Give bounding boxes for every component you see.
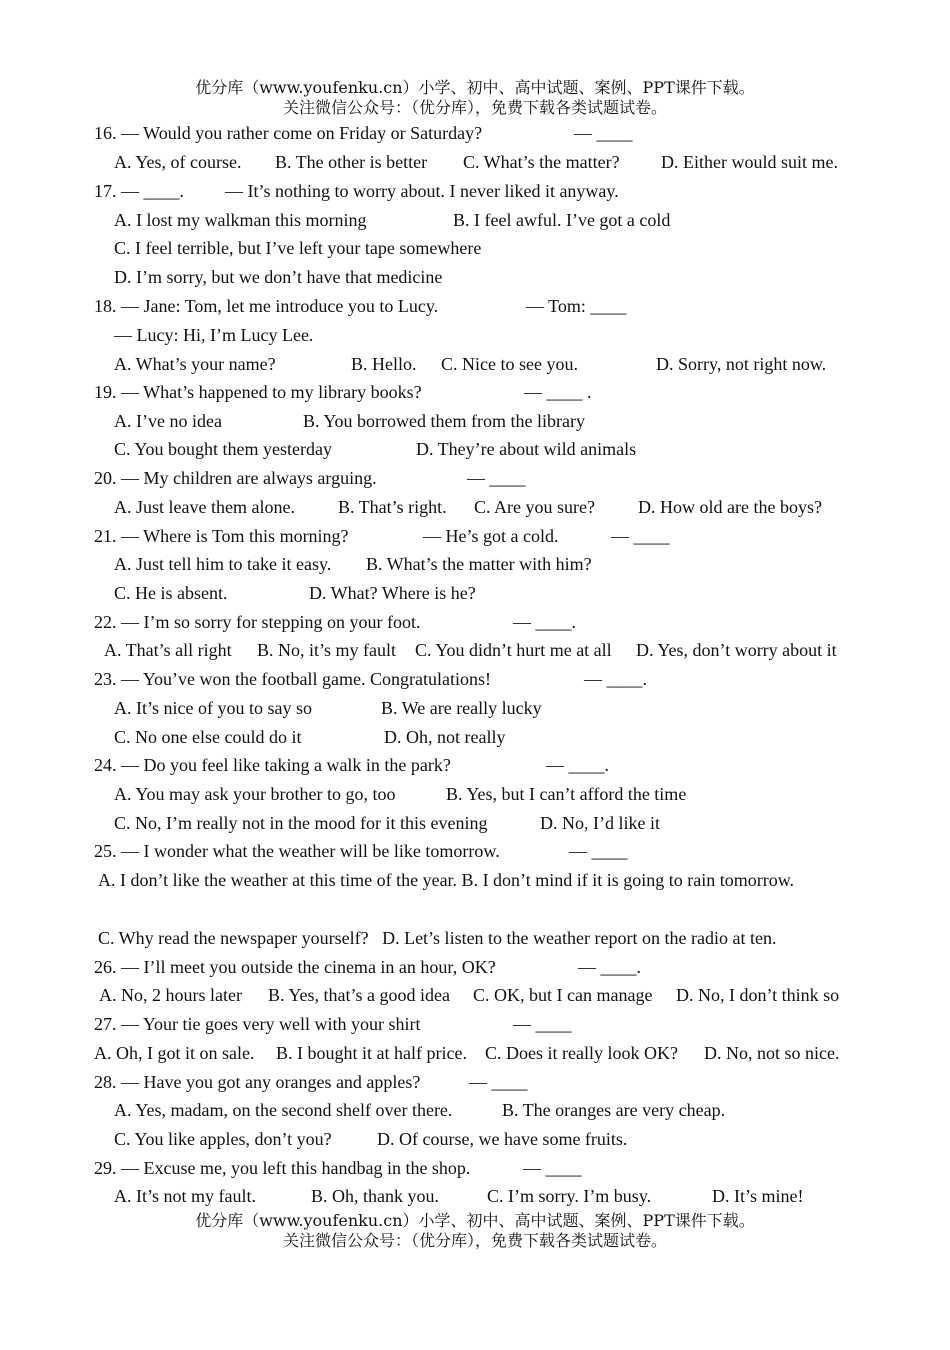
question-24 xyxy=(0,751,609,779)
question-25-options-cd-row xyxy=(0,924,777,952)
option-c: C. I feel terrible, but I’ve left your tape somewhere xyxy=(114,238,482,258)
option-c: C. What’s the matter? xyxy=(463,152,620,172)
option-a: A. That’s all right xyxy=(104,640,232,660)
option-b: B. We are really lucky xyxy=(381,698,542,718)
question-24-text: 24. — Do you feel like taking a walk in the park? xyxy=(94,755,451,775)
option-a: A. You may ask your brother to go, too xyxy=(114,784,396,804)
question-28-answer-blank: — ____ xyxy=(469,1072,528,1092)
option-c: C. OK, but I can manage xyxy=(473,985,653,1005)
question-26 xyxy=(0,953,641,981)
option-c: C. You like apples, don’t you? xyxy=(114,1129,332,1149)
question-19-options-cd xyxy=(0,435,637,463)
option-a: A. Just leave them alone. xyxy=(114,497,295,517)
question-21-text: 21. — Where is Tom this morning? xyxy=(94,526,349,546)
question-21-middle-line: — He’s got a cold. xyxy=(423,526,559,546)
question-26-options xyxy=(0,981,840,1009)
question-29-options xyxy=(0,1182,804,1210)
option-a: A. What’s your name? xyxy=(114,354,276,374)
question-29 xyxy=(0,1154,582,1182)
question-24-options-ab xyxy=(0,780,687,808)
question-28 xyxy=(0,1068,528,1096)
question-21-options-ab xyxy=(0,550,592,578)
question-22 xyxy=(0,608,576,636)
header-line-2: 关注微信公众号：（优分库），免费下载各类试题试卷。 xyxy=(282,98,667,117)
question-28-options-ab xyxy=(0,1096,726,1124)
option-d: D. No, I’d like it xyxy=(540,813,660,833)
question-24-options-cd xyxy=(0,809,660,837)
question-25-text: 25. — I wonder what the weather will be like tomorrow. xyxy=(94,841,500,861)
question-27 xyxy=(0,1010,572,1038)
question-18-extra-line: — Lucy: Hi, I’m Lucy Lee. xyxy=(114,325,314,345)
option-b: B. The other is better xyxy=(275,152,428,172)
option-c: C. Does it really look OK? xyxy=(485,1043,678,1063)
option-b: B. No, it’s my fault xyxy=(257,640,396,660)
question-27-text: 27. — Your tie goes very well with your shirt xyxy=(94,1014,421,1034)
question-25-options-cd: C. Why read the newspaper yourself? D. Let’s listen to the weather report on the radio at ten. xyxy=(98,928,777,948)
option-c: C. You bought them yesterday xyxy=(114,439,332,459)
option-b: B. I feel awful. I’ve got a cold xyxy=(453,210,671,230)
option-a: A. I lost my walkman this morning xyxy=(114,210,367,230)
question-23 xyxy=(0,665,647,693)
option-d: D. No, not so nice. xyxy=(704,1043,840,1063)
option-c: C. Are you sure? xyxy=(474,497,595,517)
option-d: D. Either would suit me. xyxy=(661,152,838,172)
question-20-answer-blank: — ____ xyxy=(467,468,526,488)
question-18-extra xyxy=(0,321,314,349)
question-16-text: 16. — Would you rather come on Friday or Saturday? xyxy=(94,123,483,143)
option-c: C. I’m sorry. I’m busy. xyxy=(487,1186,652,1206)
question-18-text: 18. — Jane: Tom, let me introduce you to Lucy. xyxy=(94,296,439,316)
option-a: A. It’s nice of you to say so xyxy=(114,698,312,718)
option-d: D. How old are the boys? xyxy=(638,497,822,517)
question-29-text: 29. — Excuse me, you left this handbag in the shop. xyxy=(94,1158,471,1178)
option-c: C. No one else could do it xyxy=(114,727,302,747)
option-c: C. He is absent. xyxy=(114,583,228,603)
question-22-text: 22. — I’m so sorry for stepping on your foot. xyxy=(94,612,421,632)
question-17-text: 17. — ____. xyxy=(94,181,184,201)
question-23-text: 23. — You’ve won the football game. Congratulations! xyxy=(94,669,491,689)
question-18-options xyxy=(0,350,827,378)
question-19 xyxy=(0,378,592,406)
option-c: C. No, I’m really not in the mood for it this evening xyxy=(114,813,488,833)
question-16-options xyxy=(0,148,838,176)
option-b: B. Yes, but I can’t afford the time xyxy=(446,784,687,804)
option-d: D. What? Where is he? xyxy=(309,583,476,603)
footer-line-1: 优分库（www.youfenku.cn）小学、初中、高中试题、案例、PPT课件下载。 xyxy=(195,1211,755,1230)
option-a: A. Oh, I got it on sale. xyxy=(94,1043,255,1063)
question-29-answer-blank: — ____ xyxy=(523,1158,582,1178)
option-a: A. No, 2 hours later xyxy=(99,985,242,1005)
question-17 xyxy=(0,177,619,205)
option-d: D. Oh, not really xyxy=(384,727,506,747)
header-line-1: 优分库（www.youfenku.cn）小学、初中、高中试题、案例、PPT课件下载。 xyxy=(195,78,755,97)
question-26-answer-blank: — ____. xyxy=(578,957,641,977)
question-24-answer-blank: — ____. xyxy=(546,755,609,775)
option-d: D. I’m sorry, but we don’t have that medicine xyxy=(114,267,443,287)
option-d: D. Yes, don’t worry about it xyxy=(636,640,837,660)
question-19-text: 19. — What’s happened to my library books? xyxy=(94,382,422,402)
option-d: D. Sorry, not right now. xyxy=(656,354,827,374)
question-28-options-cd xyxy=(0,1125,628,1153)
question-19-answer-blank: — ____ . xyxy=(524,382,592,402)
question-25-answer-blank: — ____ xyxy=(569,841,628,861)
question-17-option-c xyxy=(0,234,482,262)
question-27-answer-blank: — ____ xyxy=(513,1014,572,1034)
option-a: A. Just tell him to take it easy. xyxy=(114,554,332,574)
question-25-options-ab: A. I don’t like the weather at this time of the year. B. I don’t mind if it is going to rain tomorrow. xyxy=(98,870,795,890)
option-d: D. No, I don’t think so xyxy=(676,985,840,1005)
option-b: B. Oh, thank you. xyxy=(311,1186,439,1206)
option-c: C. Nice to see you. xyxy=(441,354,578,374)
option-b: B. I bought it at half price. xyxy=(276,1043,467,1063)
question-22-options xyxy=(0,636,837,664)
question-27-options xyxy=(0,1039,840,1067)
option-b: B. That’s right. xyxy=(338,497,447,517)
option-c: C. You didn’t hurt me at all xyxy=(415,640,612,660)
option-a: A. It’s not my fault. xyxy=(114,1186,256,1206)
question-21-answer-blank: — ____ xyxy=(611,526,670,546)
question-20-options xyxy=(0,493,822,521)
question-22-answer-blank: — ____. xyxy=(513,612,576,632)
question-20-text: 20. — My children are always arguing. xyxy=(94,468,377,488)
footer-line-2: 关注微信公众号：（优分库），免费下载各类试题试卷。 xyxy=(282,1231,667,1250)
option-d: D. They’re about wild animals xyxy=(416,439,637,459)
option-d: D. It’s mine! xyxy=(712,1186,804,1206)
option-b: B. What’s the matter with him? xyxy=(366,554,592,574)
option-a: A. Yes, madam, on the second shelf over there. xyxy=(114,1100,453,1120)
question-21-options-cd xyxy=(0,579,476,607)
question-23-options-ab xyxy=(0,694,542,722)
question-18 xyxy=(0,292,627,320)
question-26-text: 26. — I’ll meet you outside the cinema in an hour, OK? xyxy=(94,957,496,977)
question-23-options-cd xyxy=(0,723,506,751)
option-d: D. Of course, we have some fruits. xyxy=(377,1129,628,1149)
option-b: B. Hello. xyxy=(351,354,417,374)
question-21 xyxy=(0,522,670,550)
option-b: B. Yes, that’s a good idea xyxy=(268,985,450,1005)
question-19-options-ab xyxy=(0,407,585,435)
question-23-answer-blank: — ____. xyxy=(584,669,647,689)
question-17-options-ab xyxy=(0,206,671,234)
question-25 xyxy=(0,837,628,865)
question-18-answer-blank: — Tom: ____ xyxy=(526,296,627,316)
question-16-answer-blank: — ____ xyxy=(574,123,633,143)
option-b: B. The oranges are very cheap. xyxy=(502,1100,726,1120)
question-28-text: 28. — Have you got any oranges and apples? xyxy=(94,1072,421,1092)
question-20 xyxy=(0,464,526,492)
option-b: B. You borrowed them from the library xyxy=(303,411,585,431)
option-a: A. I’ve no idea xyxy=(114,411,222,431)
option-a: A. Yes, of course. xyxy=(114,152,242,172)
question-17-option-d xyxy=(0,263,443,291)
question-17-reply: — It’s nothing to worry about. I never liked it anyway. xyxy=(225,181,619,201)
question-16 xyxy=(0,119,633,147)
